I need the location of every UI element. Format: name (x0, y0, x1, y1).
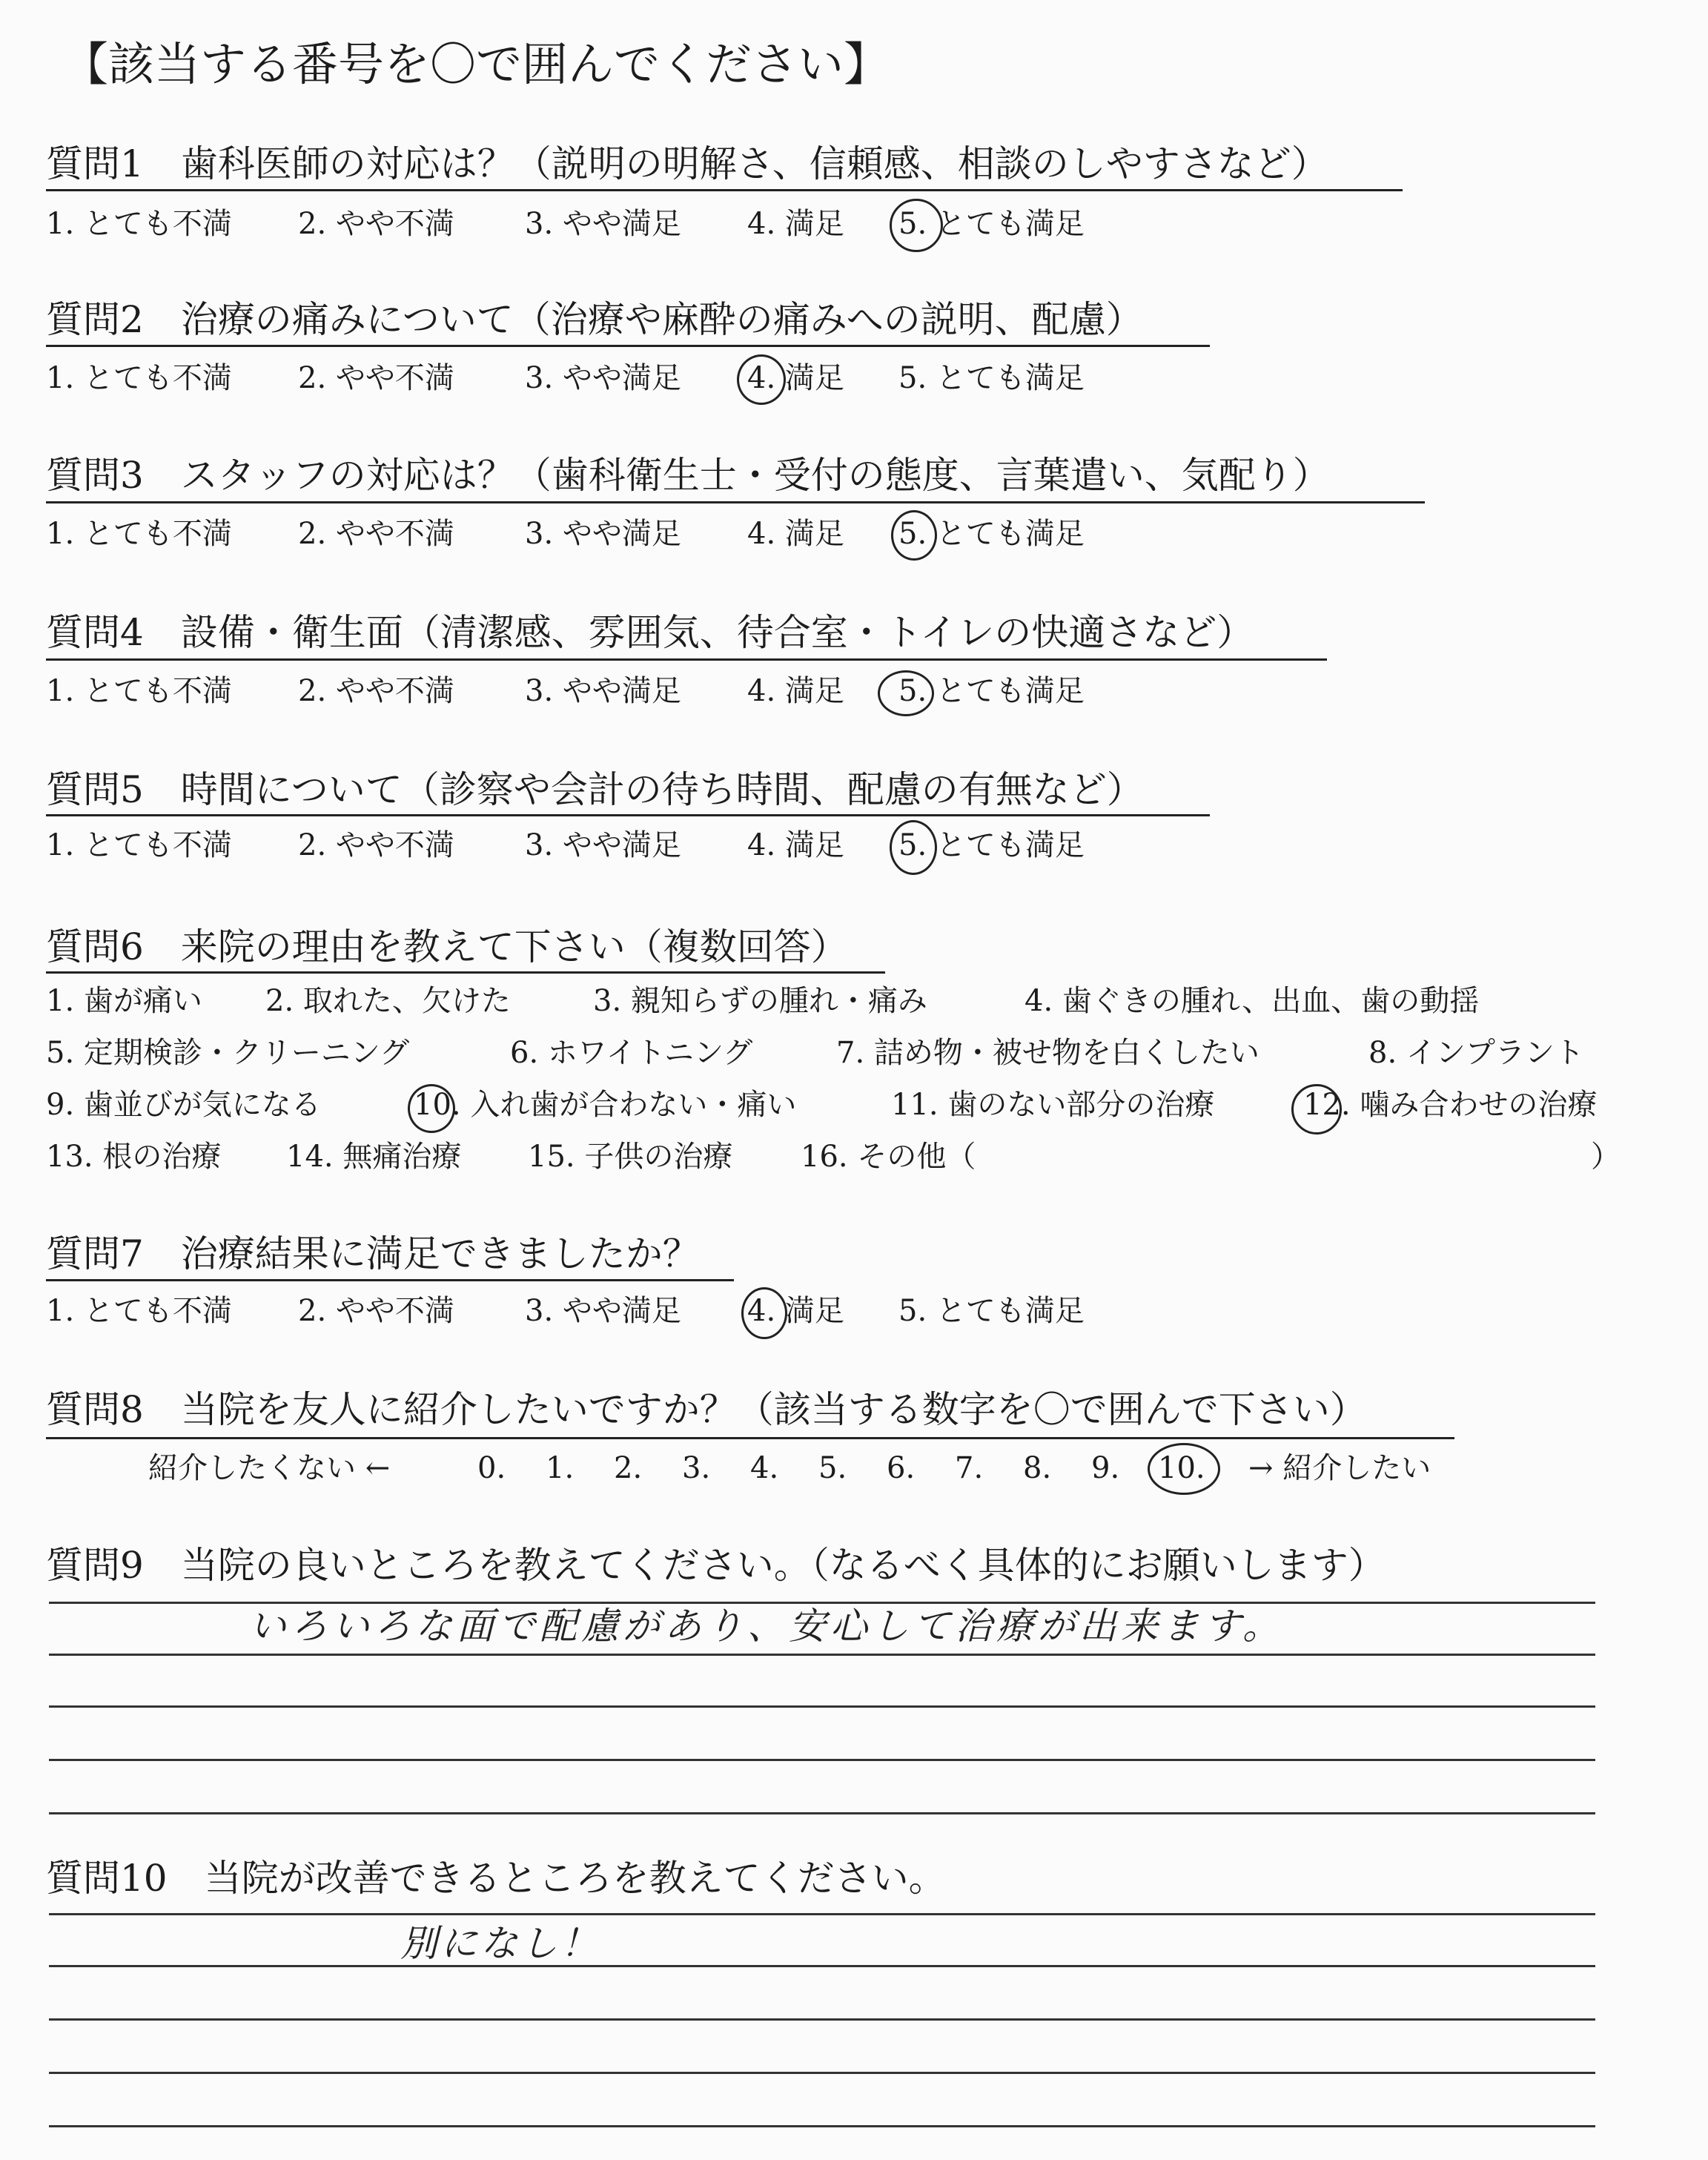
q5-option-1[interactable]: 1. とても不満 (46, 828, 232, 862)
q10-answer-line-2 (49, 1965, 1595, 1967)
question-4-title: 質問4 設備・衛生面（清潔感、雰囲気、待合室・トイレの快適さなど） (46, 611, 1254, 654)
q3-selection-circle (891, 510, 937, 561)
q8-scale-8[interactable]: 8. (1023, 1451, 1052, 1485)
q5-selection-circle (890, 820, 937, 875)
q4-option-1[interactable]: 1. とても不満 (46, 674, 232, 708)
q8-right-label: → 紹介したい (1248, 1451, 1431, 1485)
q8-selection-circle (1148, 1443, 1220, 1495)
q6-option-7[interactable]: 7. 詰め物・被せ物を白くしたい (836, 1036, 1260, 1070)
q8-left-label: 紹介したくない ← (148, 1451, 391, 1485)
q10-answer-line-4 (49, 2072, 1595, 2074)
q6-option-10[interactable]: 10. 入れ歯が合わない・痛い (414, 1088, 797, 1122)
q8-scale-2[interactable]: 2. (614, 1451, 643, 1485)
q6-option-15[interactable]: 15. 子供の治療 (528, 1140, 733, 1174)
q9-answer-line-1 (49, 1602, 1595, 1604)
q7-selection-circle (741, 1287, 787, 1339)
q10-answer-line-5 (49, 2125, 1595, 2127)
q9-answer-line-5 (49, 1812, 1595, 1814)
question-2-title: 質問2 治療の痛みについて（治療や麻酔の痛みへの説明、配慮） (46, 298, 1143, 341)
q2-option-3[interactable]: 3. やや満足 (525, 361, 681, 395)
q1-option-5[interactable]: 5. とても満足 (898, 207, 1085, 241)
q8-scale-5[interactable]: 5. (818, 1451, 847, 1485)
q8-scale-6[interactable]: 6. (887, 1451, 916, 1485)
q6-option-13[interactable]: 13. 根の治療 (46, 1140, 222, 1174)
q2-option-4[interactable]: 4. 満足 (747, 361, 844, 395)
q4-selection-circle (878, 670, 934, 716)
question-8-underline (46, 1437, 1454, 1439)
question-2-underline (46, 345, 1210, 347)
q2-option-1[interactable]: 1. とても不満 (46, 361, 232, 395)
q3-option-4[interactable]: 4. 満足 (747, 517, 844, 551)
q5-option-2[interactable]: 2. やや不満 (298, 828, 454, 862)
q6-option-14[interactable]: 14. 無痛治療 (286, 1140, 462, 1174)
q7-option-2[interactable]: 2. やや不満 (298, 1294, 454, 1328)
q1-option-4[interactable]: 4. 満足 (747, 207, 844, 241)
q10-answer-line-3 (49, 2018, 1595, 2021)
q4-option-4[interactable]: 4. 満足 (747, 674, 844, 708)
q7-option-4[interactable]: 4. 満足 (747, 1294, 844, 1328)
question-8-title: 質問8 当院を友人に紹介したいですか？（該当する数字を〇で囲んで下さい） (46, 1388, 1367, 1431)
q8-scale-9[interactable]: 9. (1091, 1451, 1120, 1485)
q6-option-9[interactable]: 9. 歯並びが気になる (46, 1088, 321, 1122)
q5-option-3[interactable]: 3. やや満足 (525, 828, 681, 862)
q6-option-12[interactable]: 12. 噛み合わせの治療 (1303, 1088, 1598, 1122)
q6-option-8[interactable]: 8. インプラント (1368, 1036, 1584, 1070)
q3-option-5[interactable]: 5. とても満足 (898, 517, 1085, 551)
question-1-underline (46, 189, 1403, 191)
q6-option-11[interactable]: 11. 歯のない部分の治療 (891, 1088, 1215, 1122)
q6-selection-circle-10 (408, 1084, 455, 1133)
question-5-underline (46, 814, 1210, 816)
q6-selection-circle-12 (1291, 1084, 1342, 1135)
q9-handwritten-answer[interactable]: いろいろな面で配慮があり、安心して治療が出来ます。 (249, 1605, 1284, 1648)
q9-answer-line-4 (49, 1759, 1595, 1761)
q8-scale-3[interactable]: 3. (682, 1451, 711, 1485)
q2-option-5[interactable]: 5. とても満足 (898, 361, 1085, 395)
q5-option-4[interactable]: 4. 満足 (747, 828, 844, 862)
question-3-title: 質問3 スタッフの対応は？（歯科衛生士・受付の態度、言葉遣い、気配り） (46, 454, 1330, 497)
q8-scale-7[interactable]: 7. (955, 1451, 984, 1485)
q9-answer-line-3 (49, 1705, 1595, 1708)
q2-selection-circle (737, 354, 786, 405)
q4-option-2[interactable]: 2. やや不満 (298, 674, 454, 708)
q6-option-16[interactable]: 16. その他（ (801, 1140, 976, 1174)
q1-option-2[interactable]: 2. やや不満 (298, 207, 454, 241)
q7-option-1[interactable]: 1. とても不満 (46, 1294, 232, 1328)
q8-scale-1[interactable]: 1. (546, 1451, 575, 1485)
question-1-title: 質問1 歯科医師の対応は？（説明の明解さ、信頼感、相談のしやすさなど） (46, 142, 1328, 185)
q7-option-5[interactable]: 5. とても満足 (898, 1294, 1085, 1328)
q6-option-1[interactable]: 1. 歯が痛い (46, 984, 202, 1018)
q9-answer-line-2 (49, 1654, 1595, 1656)
q6-option-4[interactable]: 4. 歯ぐきの腫れ、出血、歯の動揺 (1025, 984, 1480, 1018)
question-6-underline (46, 971, 885, 974)
question-4-underline (46, 658, 1327, 661)
q1-selection-circle (890, 199, 943, 252)
q6-option-3[interactable]: 3. 親知らずの腫れ・痛み (593, 984, 927, 1018)
question-6-title: 質問6 来院の理由を教えて下さい（複数回答） (46, 925, 848, 968)
q6-other-close-paren: ） (1591, 1140, 1621, 1174)
q6-option-5[interactable]: 5. 定期検診・クリーニング (46, 1036, 410, 1070)
q4-option-3[interactable]: 3. やや満足 (525, 674, 681, 708)
question-3-underline (46, 501, 1425, 503)
q3-option-1[interactable]: 1. とても不満 (46, 517, 232, 551)
q5-option-5[interactable]: 5. とても満足 (898, 828, 1085, 862)
question-9-title: 質問9 当院の良いところを教えてください。（なるべく具体的にお願いします） (46, 1544, 1386, 1587)
question-7-title: 質問7 治療結果に満足できましたか？ (46, 1232, 700, 1275)
question-7-underline (46, 1279, 734, 1281)
q10-handwritten-answer[interactable]: 別になし！ (400, 1922, 600, 1965)
q4-option-5[interactable]: 5. とても満足 (898, 674, 1085, 708)
q1-option-1[interactable]: 1. とても不満 (46, 207, 232, 241)
question-5-title: 質問5 時間について（診察や会計の待ち時間、配慮の有無など） (46, 768, 1144, 811)
q6-option-6[interactable]: 6. ホワイトニング (510, 1036, 753, 1070)
q6-option-2[interactable]: 2. 取れた、欠けた (265, 984, 511, 1018)
q8-scale-10[interactable]: 10. (1158, 1451, 1205, 1485)
q1-option-3[interactable]: 3. やや満足 (525, 207, 681, 241)
q2-option-2[interactable]: 2. やや不満 (298, 361, 454, 395)
q10-answer-line-1 (49, 1913, 1595, 1915)
q3-option-3[interactable]: 3. やや満足 (525, 517, 681, 551)
q7-option-3[interactable]: 3. やや満足 (525, 1294, 681, 1328)
q8-scale-4[interactable]: 4. (750, 1451, 779, 1485)
form-heading: 【該当する番号を〇で囲んでください】 (62, 37, 890, 91)
question-10-title: 質問10 当院が改善できるところを教えてください。 (46, 1857, 946, 1900)
q8-scale-0[interactable]: 0. (477, 1451, 506, 1485)
q3-option-2[interactable]: 2. やや不満 (298, 517, 454, 551)
